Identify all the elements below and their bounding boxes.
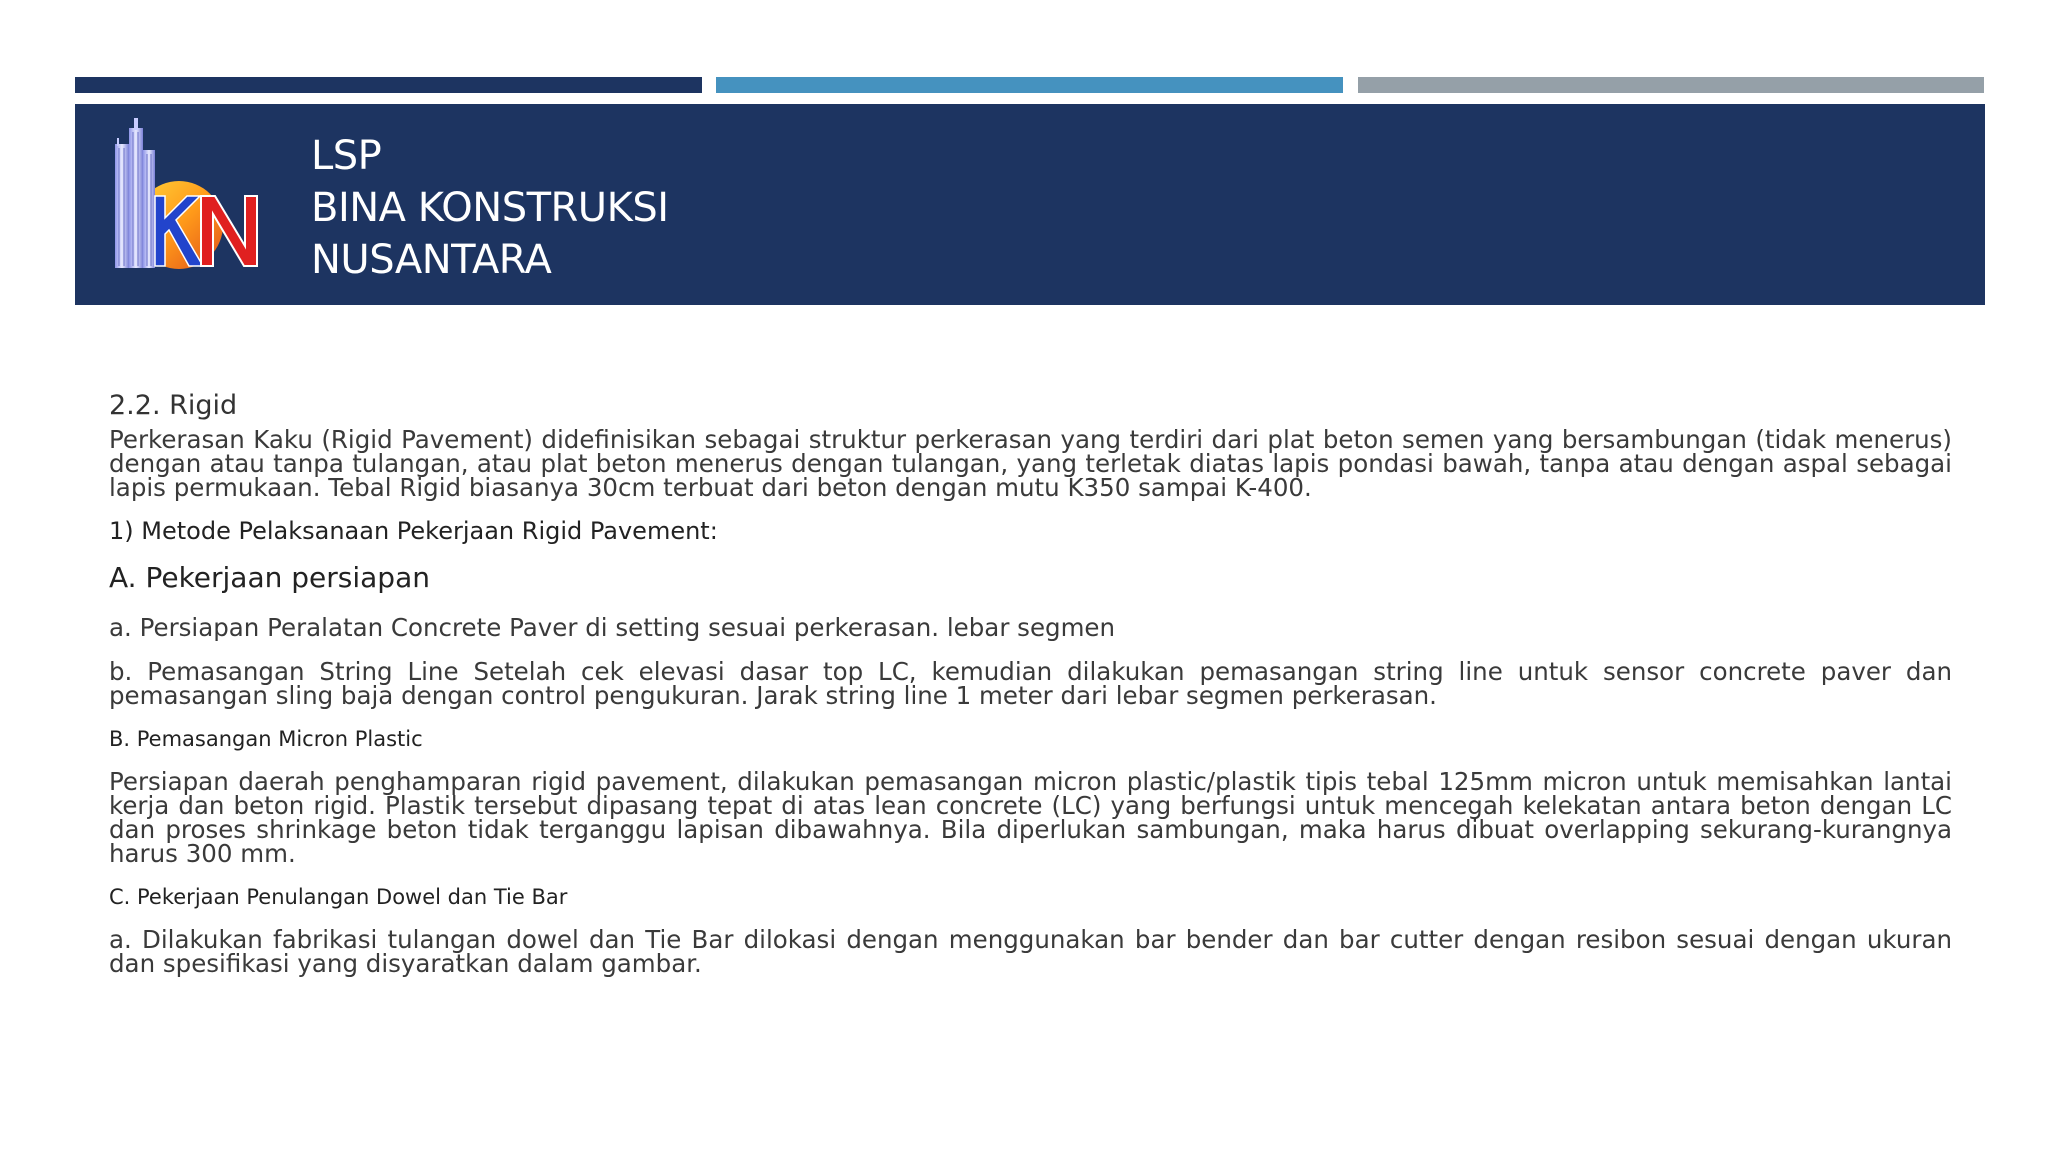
- org-title-line-3: NUSANTARA: [311, 237, 552, 283]
- list-item-b: b. Pemasangan String Line Setelah cek elevasi dasar top LC, kemudian dilakukan pemasangan string line untuk sensor concrete paver dan pemasangan sling baja dengan control pengukuran. Jarak string line 1 meter dari lebar segmen perkerasan.: [109, 657, 1952, 710]
- header-band: [75, 104, 1985, 305]
- org-title-line-2: BINA KONSTRUKSI: [311, 185, 669, 231]
- lsp-bkn-logo-icon: [103, 118, 273, 278]
- accent-bar-navy: [75, 77, 702, 93]
- section-heading: 2.2. Rigid: [109, 390, 238, 421]
- organization-title: [311, 130, 669, 286]
- subsection-c-item-a: a. Dilakukan fabrikasi tulangan dowel dan Tie Bar dilokasi dengan menggunakan bar bender dan bar cutter dengan resibon sesuai dengan ukuran dan spesifikasi yang disyaratkan dalam gambar.: [109, 925, 1952, 978]
- org-title-line-1: LSP: [311, 133, 382, 179]
- list-item-a: a. Persiapan Peralatan Concrete Paver di setting sesuai perkerasan. lebar segmen: [109, 613, 1116, 642]
- accent-bar-gray: [1358, 77, 1984, 93]
- subsection-a-heading: A. Pekerjaan persiapan: [109, 561, 430, 594]
- intro-paragraph: Perkerasan Kaku (Rigid Pavement) didefinisikan sebagai struktur perkerasan yang terdiri dari plat beton semen yang bersambungan (tidak menerus) dengan atau tanpa tulangan, atau plat beton menerus dengan tulangan, yang terletak diatas lapis pondasi bawah, tanpa atau dengan aspal sebagai lapis permukaan. Tebal Rigid biasanya 30cm terbuat dari beton dengan mutu K350 sampai K-400.: [109, 425, 1952, 502]
- subsection-c-heading: C. Pekerjaan Penulangan Dowel dan Tie Bar: [109, 885, 568, 909]
- subsection-b-paragraph: Persiapan daerah penghamparan rigid pavement, dilakukan pemasangan micron plastic/plastik tipis tebal 125mm micron untuk memisahkan lantai kerja dan beton rigid. Plastik tersebut dipasang tepat di atas lean concrete (LC) yang berfungsi untuk mencegah kelekatan antara beton dengan LC dan proses shrinkage beton tidak terganggu lapisan dibawahnya. Bila diperlukan sambungan, maka harus dibuat overlapping sekurang-kurangnya harus 300 mm.: [109, 767, 1952, 868]
- subsection-b-heading: B. Pemasangan Micron Plastic: [109, 727, 423, 751]
- accent-bar-blue: [716, 77, 1343, 93]
- slide-content: [109, 388, 1952, 976]
- method-heading: 1) Metode Pelaksanaan Pekerjaan Rigid Pavement:: [109, 517, 718, 545]
